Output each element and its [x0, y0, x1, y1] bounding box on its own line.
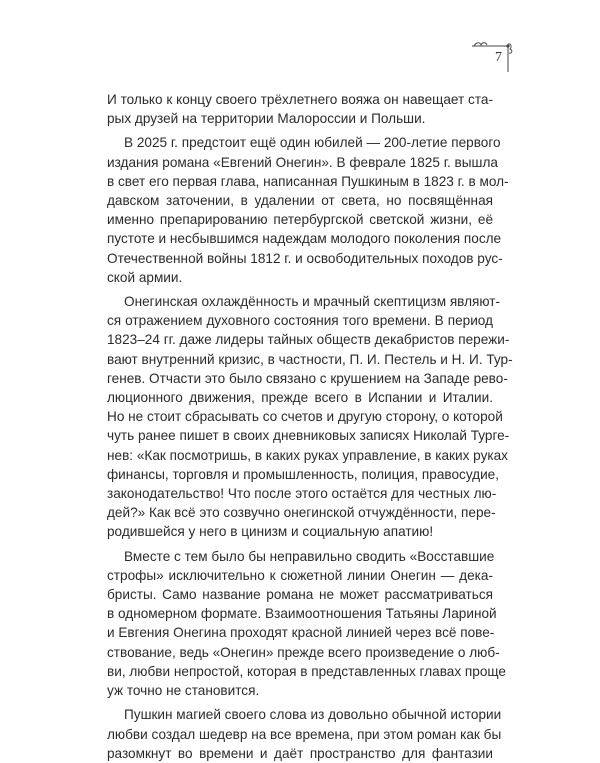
text-line: люционного движения, прежде всего в Испании и Италии. — [107, 390, 493, 406]
paragraph — [107, 90, 493, 128]
text-line: Отечественной войны 1812 г. и освободительных походов рус- — [107, 250, 503, 266]
text-line: ви, любви непростой, которая в представленных главах проще — [107, 663, 506, 679]
text-line: родившейся у него в цинизм и социальную апатию! — [107, 524, 434, 540]
text-line: законодательство! Что после этого остаётся для честных лю- — [107, 486, 497, 502]
text-line: В 2025 г. предстоит ещё один юбилей — 200-летие первого — [124, 135, 501, 151]
text-line: И только к концу своего трёхлетнего вояжа он навещает ста- — [107, 92, 493, 107]
text-line: генев. Отчасти это было связано с крушением на Западе рево- — [107, 370, 508, 386]
text-line: ся отражением духовного состояния того времени. В период — [107, 313, 493, 329]
text-line: ствование, ведь «Онегин» прежде всего произведение о люб- — [107, 644, 500, 660]
text-line: Вместе с тем было бы неправильно сводить «Восставшие — [124, 548, 495, 564]
text-line: именно препарированию петербургской светской жизни, её — [107, 212, 493, 228]
text-line: нев: «Как посмотришь, в каких руках управление, в каких руках — [107, 447, 508, 463]
text-line: любви создал шедевр на все времена, при этом роман как бы — [107, 726, 502, 742]
text-line: строфы» исключительно к сюжетной линии Онегин — дека- — [107, 567, 493, 583]
text-line: в одномерном формате. Взаимоотношения Татьяны Лариной — [107, 606, 497, 622]
paragraph — [107, 133, 509, 287]
text-line: издания романа «Евгений Онегин». В феврале 1825 г. вышла — [107, 154, 498, 170]
text-line: Онегинская охлаждённость и мрачный скептицизм являют- — [124, 294, 501, 310]
text-line: пустоте и несбывшимся надеждам молодого поколения после — [107, 231, 502, 247]
text-line: чуть ранее пишет в своих дневниковых записях Николай Турге- — [107, 428, 510, 444]
text-line: дей?» Как всё это созвучно онегинской отчуждённости, пере- — [107, 505, 496, 521]
text-line: разомкнут во времени и даёт пространство для фантазии — [107, 745, 493, 761]
text-line: финансы, торговля и промышленность, полиция, правосудие, — [107, 466, 500, 482]
text-line: Пушкин магией своего слова из довольно обычной истории — [124, 707, 502, 723]
body-text — [107, 90, 513, 763]
text-line: в свет его первая глава, написанная Пушкиным в 1823 г. в мол- — [107, 173, 509, 189]
text-line: и Евгения Онегина проходят красной линией через всё пове- — [107, 625, 495, 641]
text-line: вают внутренний кризис, в частности, П. И. Пестель и Н. И. Тур- — [107, 351, 513, 367]
text-line: уж точно не становится. — [107, 683, 260, 699]
paragraph — [107, 547, 506, 701]
text-line: бристы. Само название романа не может рассматриваться — [107, 587, 493, 603]
paragraph — [107, 705, 502, 763]
text-line: давском заточении, в удалении от света, но посвящённая — [107, 193, 493, 209]
text-line: Но не стоит сбрасывать со счетов и другую сторону, о которой — [107, 409, 503, 425]
text-line: рых друзей на территории Малороссии и Польши. — [107, 111, 426, 127]
corner-ornament-icon — [470, 40, 514, 74]
page-number-ornament — [470, 40, 514, 74]
page-number: 7 — [495, 50, 502, 65]
text-line: 1823–24 гг. даже лидеры тайных обществ декабристов пережи- — [107, 332, 510, 348]
text-line: ской армии. — [107, 269, 183, 285]
paragraph — [107, 292, 513, 542]
